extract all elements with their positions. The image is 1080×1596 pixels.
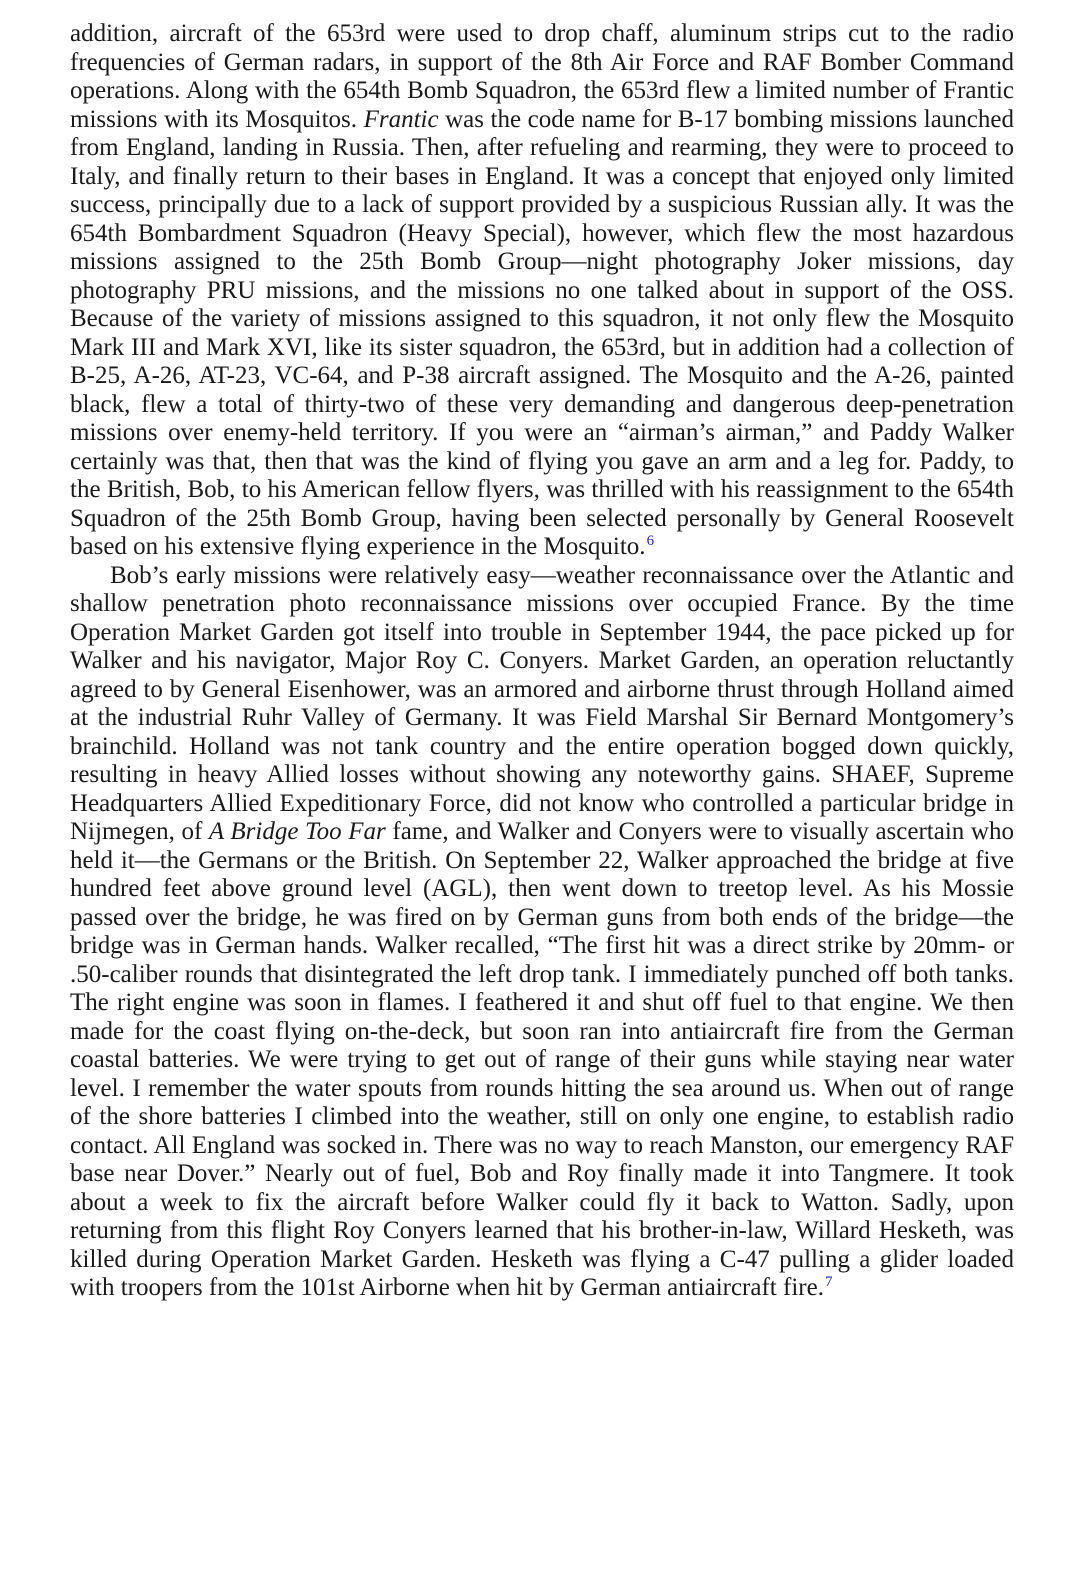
paragraph-1-text-b: was the code name for B-17 bombing missions launched from England, landing in Russia. Then, after refueling and rearming, they were to proceed to Italy, and finally return to their bases in England. It was a concept that enjoyed only limited success, principally due to a lack of support provided by a suspicious Russian ally. It was the 654th Bombardment Squadron (Heavy Special), however, which flew the most hazardous missions assigned to the 25th Bomb Group—night photography Joker missions, day photography PRU missions, and the missions no one talked about in support of the OSS. Because of the variety of missions assigned to this squadron, it not only flew the Mosquito Mark III and Mark XVI, like its sister squadron, the 653rd, but in addition had a collection of B-25, A-26, AT-23, VC-64, and P-38 aircraft assigned. The Mosquito and the A-26, painted black, flew a total of thirty-two of these very demanding and dangerous deep-penetration missions over enemy-held territory. If you were an “airman’s airman,” and Paddy Walker certainly was that, then that was the kind of flying you gave an arm and a leg for. Paddy, to the British, Bob, to his American fellow flyers, was thrilled with his reassignment to the 654th Squadron of the 25th Bomb Group, having been selected personally by General Roosevelt based on his extensive flying experience in the Mosquito. [70,105,1014,560]
title-frantic: Frantic [363,105,439,133]
paragraph-1 [70,20,1014,562]
paragraph-2-text-a: Bob’s early missions were relatively easy—weather reconnaissance over the Atlantic and shallow penetration photo reconnaissance missions over occupied France. By the time Operation Market Garden got itself into trouble in September 1944, the pace picked up for Walker and his navigator, Major Roy C. Conyers. Market Garden, an operation reluctantly agreed to by General Eisenhower, was an armored and airborne thrust through Holland aimed at the industrial Ruhr Valley of Germany. It was Field Marshal Sir Bernard Montgomery’s brainchild. Holland was not tank country and the entire operation bogged down quickly, resulting in heavy Allied losses without showing any noteworthy gains. SHAEF, Supreme Headquarters Allied Expeditionary Force, did not know who controlled a particular bridge in Nijmegen, of [70,561,1014,845]
paragraph-2 [70,562,1014,1303]
document-body [70,20,1014,1303]
paragraph-2-text-b: fame, and Walker and Conyers were to visually ascertain who held it—the Germans or the British. On September 22, Walker approached the bridge at five hundred feet above ground level (AGL), then went down to treetop level. As his Mossie passed over the bridge, he was fired on by German guns from both ends of the bridge—the bridge was in German hands. Walker recalled, “The first hit was a direct strike by 20mm- or .50-caliber rounds that disintegrated the left drop tank. I immediately punched off both tanks. The right engine was soon in flames. I feathered it and shut off fuel to that engine. We then made for the coast flying on-the-deck, but soon ran into antiaircraft fire from the German coastal batteries. We were trying to get out of range of their guns while staying near water level. I remember the water spouts from rounds hitting the sea around us. When out of range of the shore batteries I climbed into the weather, still on only one engine, to establish radio contact. All England was socked in. There was no way to reach Manston, our emergency RAF base near Dover.” Nearly out of fuel, Bob and Roy finally made it into Tangmere. It took about a week to fix the aircraft before Walker could fly it back to Watton. Sadly, upon returning from this flight Roy Conyers learned that his brother-in-law, Willard Hesketh, was killed during Operation Market Garden. Hesketh was flying a C-47 pulling a glider loaded with troopers from the 101st Airborne when hit by German antiaircraft fire. [70,818,1014,1301]
paragraph-1-text-a: addition, aircraft of the 653rd were used to drop chaff, aluminum strips cut to the radio frequencies of German radars, in support of the 8th Air Force and RAF Bomber Command operations. Along with the 654th Bomb Squadron, the 653rd flew a limited number of Frantic missions with its Mosquitos. [70,20,1014,133]
footnote-ref-6[interactable]: 6 [646,532,655,549]
footnote-ref-7[interactable]: 7 [824,1273,833,1290]
title-a-bridge-too-far: A Bridge Too Far [208,818,386,845]
